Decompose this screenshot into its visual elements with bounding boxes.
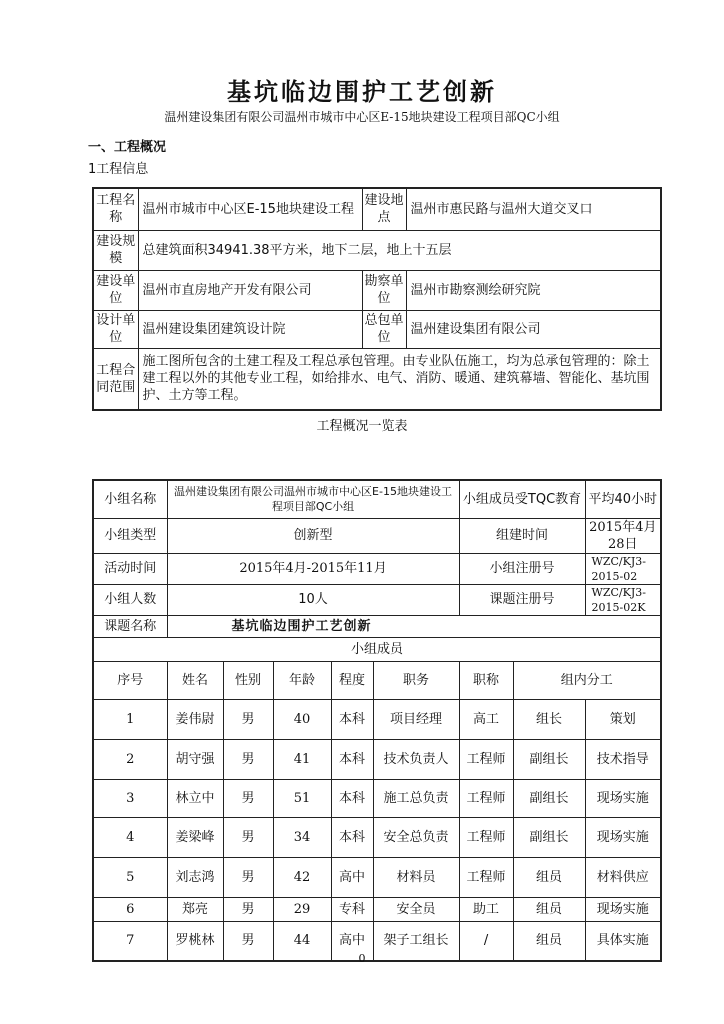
- member-name: 姜伟尉: [167, 699, 223, 739]
- member-education: 本科: [331, 739, 373, 779]
- table-row: [93, 817, 661, 857]
- project-site-value: 温州市惠民路与温州大道交叉口: [406, 188, 661, 230]
- header-post: 职务: [373, 661, 459, 699]
- member-name: 姜梁峰: [167, 817, 223, 857]
- member-education: 本科: [331, 779, 373, 817]
- topic-reg-value: WZC/KJ3-2015-02K: [585, 584, 661, 615]
- tqc-label: 小组成员受TQC教育: [459, 480, 585, 518]
- member-sex: 男: [223, 817, 273, 857]
- topic-value: 基坑临边围护工艺创新: [167, 615, 661, 637]
- member-age: 29: [273, 897, 331, 921]
- member-age: 44: [273, 921, 331, 961]
- group-type-label: 小组类型: [93, 518, 167, 553]
- member-name: 胡守强: [167, 739, 223, 779]
- project-site-label: 建设地点: [362, 188, 406, 230]
- survey-unit-value: 温州市勘察测绘研究院: [406, 270, 661, 310]
- member-role: 副组长: [513, 739, 585, 779]
- member-age: 40: [273, 699, 331, 739]
- member-no: 5: [93, 857, 167, 897]
- design-unit-value: 温州建设集团建筑设计院: [138, 310, 362, 348]
- member-task: 材料供应: [585, 857, 661, 897]
- member-age: 42: [273, 857, 331, 897]
- project-name-label: 工程名称: [93, 188, 138, 230]
- member-title: 工程师: [459, 857, 513, 897]
- member-sex: 男: [223, 779, 273, 817]
- member-name: 刘志鸿: [167, 857, 223, 897]
- header-sex: 性别: [223, 661, 273, 699]
- member-no: 2: [93, 739, 167, 779]
- header-education: 程度: [331, 661, 373, 699]
- project-name-value: 温州市城市中心区E-15地块建设工程: [138, 188, 362, 230]
- member-sex: 男: [223, 699, 273, 739]
- owner-unit-value: 温州市直房地产开发有限公司: [138, 270, 362, 310]
- topic-label: 课题名称: [93, 615, 167, 637]
- table-caption: 工程概况一览表: [316, 419, 408, 434]
- member-task: 策划: [585, 699, 661, 739]
- header-name: 姓名: [167, 661, 223, 699]
- member-post: 施工总负责: [373, 779, 459, 817]
- members-title: 小组成员: [93, 637, 661, 661]
- member-sex: 男: [223, 739, 273, 779]
- member-no: 3: [93, 779, 167, 817]
- member-title: 工程师: [459, 817, 513, 857]
- general-contractor-label: 总包单位: [362, 310, 406, 348]
- project-info-table: [92, 187, 662, 411]
- page-number: 0: [358, 952, 366, 965]
- section-heading: 一、工程概况: [88, 140, 167, 155]
- subsection-heading: 1工程信息: [88, 162, 149, 177]
- member-task: 现场实施: [585, 897, 661, 921]
- member-post: 安全总负责: [373, 817, 459, 857]
- table-row: [93, 699, 661, 739]
- member-post: 材料员: [373, 857, 459, 897]
- member-sex: 男: [223, 897, 273, 921]
- header-division: 组内分工: [513, 661, 661, 699]
- member-no: 7: [93, 921, 167, 961]
- survey-unit-label: 勘察单位: [362, 270, 406, 310]
- member-no: 6: [93, 897, 167, 921]
- tqc-value: 平均40小时: [585, 480, 661, 518]
- group-name-value: 温州建设集团有限公司温州市城市中心区E-15地块建设工程项目部QC小组: [167, 480, 459, 518]
- topic-reg-label: 课题注册号: [459, 584, 585, 615]
- group-reg-label: 小组注册号: [459, 553, 585, 584]
- member-post: 架子工组长: [373, 921, 459, 961]
- group-type-value: 创新型: [167, 518, 459, 553]
- member-role: 副组长: [513, 779, 585, 817]
- member-post: 安全员: [373, 897, 459, 921]
- table-row: [93, 897, 661, 921]
- member-title: 工程师: [459, 779, 513, 817]
- document-title: 基坑临边围护工艺创新: [227, 78, 497, 106]
- member-education: 本科: [331, 817, 373, 857]
- founded-value: 2015年4月28日: [585, 518, 661, 553]
- member-age: 34: [273, 817, 331, 857]
- qc-group-table: [92, 479, 662, 962]
- document-subtitle: 温州建设集团有限公司温州市城市中心区E-15地块建设工程项目部QC小组: [164, 110, 560, 124]
- activity-label: 活动时间: [93, 553, 167, 584]
- member-age: 41: [273, 739, 331, 779]
- member-count-value: 10人: [167, 584, 459, 615]
- member-no: 4: [93, 817, 167, 857]
- member-post: 项目经理: [373, 699, 459, 739]
- member-task: 现场实施: [585, 817, 661, 857]
- member-title: 助工: [459, 897, 513, 921]
- member-name: 郑亮: [167, 897, 223, 921]
- member-education: 高中: [331, 857, 373, 897]
- member-education: 专科: [331, 897, 373, 921]
- table-row: [93, 739, 661, 779]
- member-role: 组长: [513, 699, 585, 739]
- member-age: 51: [273, 779, 331, 817]
- member-no: 1: [93, 699, 167, 739]
- member-education: 高中: [331, 921, 373, 961]
- member-name: 林立中: [167, 779, 223, 817]
- member-count-label: 小组人数: [93, 584, 167, 615]
- header-age: 年龄: [273, 661, 331, 699]
- member-sex: 男: [223, 857, 273, 897]
- member-post: 技术负责人: [373, 739, 459, 779]
- member-title: /: [459, 921, 513, 961]
- owner-unit-label: 建设单位: [93, 270, 138, 310]
- member-role: 组员: [513, 897, 585, 921]
- design-unit-label: 设计单位: [93, 310, 138, 348]
- member-role: 组员: [513, 921, 585, 961]
- group-reg-value: WZC/KJ3-2015-02: [585, 553, 661, 584]
- member-task: 具体实施: [585, 921, 661, 961]
- project-scale-value: 总建筑面积34941.38平方米，地下二层，地上十五层: [138, 230, 661, 270]
- member-name: 罗桃林: [167, 921, 223, 961]
- general-contractor-value: 温州建设集团有限公司: [406, 310, 661, 348]
- founded-label: 组建时间: [459, 518, 585, 553]
- member-role: 副组长: [513, 817, 585, 857]
- member-role: 组员: [513, 857, 585, 897]
- group-name-label: 小组名称: [93, 480, 167, 518]
- activity-value: 2015年4月-2015年11月: [167, 553, 459, 584]
- member-sex: 男: [223, 921, 273, 961]
- member-task: 现场实施: [585, 779, 661, 817]
- header-no: 序号: [93, 661, 167, 699]
- member-education: 本科: [331, 699, 373, 739]
- member-title: 工程师: [459, 739, 513, 779]
- header-title: 职称: [459, 661, 513, 699]
- member-task: 技术指导: [585, 739, 661, 779]
- table-row: [93, 857, 661, 897]
- contract-scope-label: 工程合同范围: [93, 348, 138, 410]
- table-row: [93, 779, 661, 817]
- project-scale-label: 建设规模: [93, 230, 138, 270]
- contract-scope-value: 施工图所包含的土建工程及工程总承包管理。由专业队伍施工，均为总承包管理的：除土建工程以外的其他专业工程，如给排水、电气、消防、暖通、建筑幕墙、智能化、基坑围护、土方等工程。: [138, 348, 661, 410]
- member-title: 高工: [459, 699, 513, 739]
